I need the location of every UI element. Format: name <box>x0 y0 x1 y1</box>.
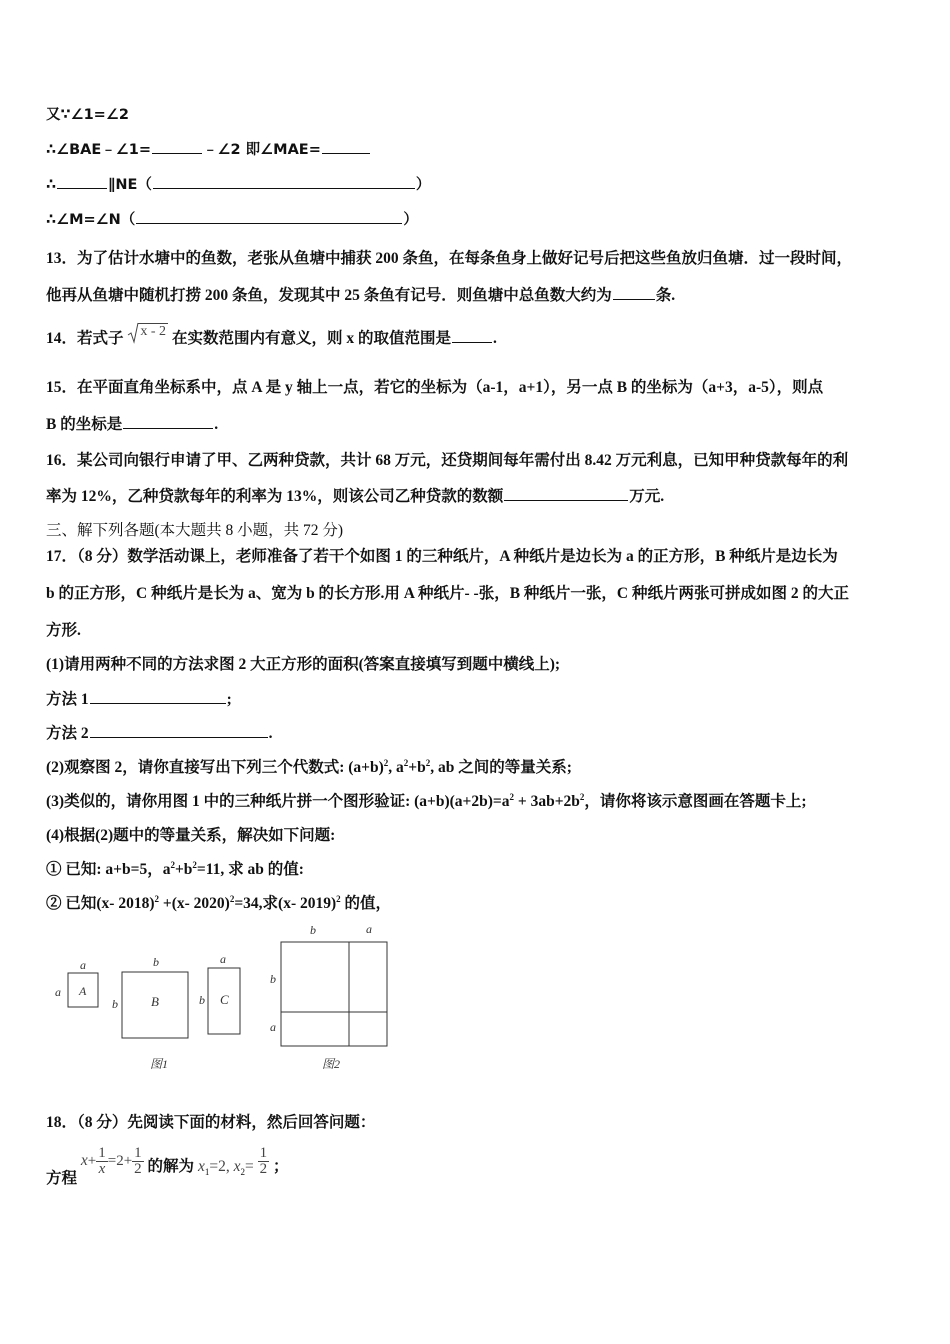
q16-line-1: 16．某公司向银行申请了甲、乙两种贷款，共计 68 万元，还贷期间每年需付出 8.42 万元利息，已知甲种贷款每年的利 <box>46 452 849 469</box>
q14-text: 在实数范围内有意义，则 x 的取值范围是 <box>171 330 451 347</box>
label-b: b <box>199 993 205 1007</box>
q17-part-2 <box>46 755 572 777</box>
exponent: 2 <box>579 792 585 802</box>
q17-text: +(x- 2020) <box>159 895 230 912</box>
proof-text: ） <box>403 212 418 228</box>
exponent: 2 <box>154 894 159 904</box>
q14-line <box>46 326 497 348</box>
sqrt-expression <box>127 324 168 340</box>
q17-text: , ab 之间的等量关系; <box>430 759 572 776</box>
numerator: 1 <box>98 1145 106 1161</box>
answer-blank[interactable] <box>57 187 107 189</box>
q15-line-2 <box>46 412 218 434</box>
label-a: a <box>366 922 372 936</box>
exponent: 2 <box>192 860 197 870</box>
proof-text: ∴∠BAE﹣∠1= <box>46 142 152 158</box>
q17-line-2: b 的正方形，C 种纸片是长为 a、宽为 b 的长方形.用 A 种纸片- -张，B 种纸片一张，C 种纸片两张可拼成如图 2 的大正 <box>46 585 850 602</box>
q15-text: B 的坐标是 <box>46 416 123 433</box>
caption-figure-1: 图1 <box>150 1057 169 1071</box>
label-b: b <box>310 923 316 937</box>
q17-figure <box>46 918 406 1078</box>
answer-blank[interactable] <box>152 152 202 154</box>
radicand: x - 2 <box>140 324 167 339</box>
label-a: a <box>270 1020 276 1034</box>
q18-text: ； <box>272 1158 289 1176</box>
var-x: x <box>80 1152 88 1170</box>
proof-text: 又∵∠1=∠2 <box>46 107 129 123</box>
label-b: b <box>153 955 159 969</box>
q17-part-3 <box>46 789 807 811</box>
proof-text: ∴ <box>46 177 57 193</box>
label-a: a <box>220 952 226 966</box>
proof-text: ∥NE（ <box>108 177 152 193</box>
exponent: 2 <box>383 758 389 768</box>
q17-method-2 <box>46 721 273 743</box>
q17-text: 的值， <box>340 895 392 912</box>
label-a: a <box>55 985 61 999</box>
method-end: ; <box>226 691 232 708</box>
answer-blank[interactable] <box>90 736 268 738</box>
q13-line-2 <box>46 283 675 305</box>
label-b: b <box>270 972 276 986</box>
q15-text: . <box>214 416 219 433</box>
label-C: C <box>220 992 229 1007</box>
label-a: a <box>80 958 86 972</box>
subscript: 1 <box>204 1167 210 1178</box>
caption-figure-2: 图2 <box>322 1057 341 1071</box>
answer-blank[interactable] <box>136 222 402 224</box>
solution <box>197 1158 258 1178</box>
q17-text: (3)类似的，请你用图 1 中的三种纸片拼一个图形验证: (a+b)(a+2b)=a <box>46 793 510 810</box>
q17-text: ② 已知(x- 2018) <box>46 895 155 912</box>
q17-text: ① 已知: a+b=5，a <box>46 861 171 878</box>
q17-text: +b <box>174 861 193 878</box>
method-end: . <box>268 725 273 742</box>
q17-text: +b <box>408 759 426 776</box>
exponent: 2 <box>425 758 431 768</box>
exponent: 2 <box>336 894 341 904</box>
answer-blank[interactable] <box>90 702 226 704</box>
answer-blank[interactable] <box>322 152 370 154</box>
q16-line-2 <box>46 484 664 506</box>
proof-text: ﹣∠2 即∠MAE= <box>203 142 321 158</box>
equals-2-plus: =2+ <box>107 1153 133 1169</box>
proof-line-2 <box>46 138 371 159</box>
q17-part-1: (1)请用两种不同的方法求图 2 大正方形的面积(答案直接填写到题中横线上); <box>46 656 561 673</box>
q14-text: . <box>492 330 497 347</box>
proof-text: ） <box>415 177 431 193</box>
numerator: 1 <box>259 1145 268 1161</box>
q13-line-1: 13．为了估计水塘中的鱼数，老张从鱼塘中捕获 200 条鱼，在每条鱼身上做好记号后把这些鱼放归鱼塘．过一段时间， <box>46 250 853 267</box>
label-b: b <box>112 997 118 1011</box>
q17-text: =34,求(x- 2019) <box>234 895 337 912</box>
exponent: 2 <box>229 894 235 904</box>
denominator: 2 <box>134 1161 142 1177</box>
fraction-1-over-2 <box>258 1146 270 1177</box>
method-label: 方法 1 <box>46 691 89 708</box>
value-1: =2, <box>209 1158 230 1176</box>
q17-text: , a <box>388 759 404 776</box>
radical-sign-icon <box>127 322 139 344</box>
plus-sign: + <box>87 1153 97 1169</box>
var-x2: x <box>233 1158 241 1176</box>
fraction-1-over-x <box>96 1146 108 1177</box>
q18-equation-line <box>46 1142 288 1186</box>
big-square <box>281 942 387 1046</box>
exponent: 2 <box>170 860 175 870</box>
q13-text: 他再从鱼塘中随机打捞 200 条鱼，发现其中 25 条鱼有记号．则鱼塘中总鱼数大约为 <box>46 287 612 304</box>
q17-case-2 <box>46 891 391 913</box>
q17-method-1 <box>46 687 232 709</box>
q17-case-1 <box>46 857 304 879</box>
q13-text: 条. <box>655 287 676 304</box>
section-heading: 三、解下列各题(本大题共 8 小题，共 72 分) <box>46 522 344 539</box>
denominator: x <box>96 1161 108 1177</box>
proof-text: ∴∠M=∠N（ <box>46 212 136 228</box>
q15-line-1: 15．在平面直角坐标系中，点 A 是 y 轴上一点，若它的坐标为（a-1，a+1），另一点 B 的坐标为（a+3，a-5），则点 <box>46 379 824 396</box>
equation <box>81 1146 144 1177</box>
proof-line-3 <box>46 173 430 194</box>
q17-part-4: (4)根据(2)题中的等量关系，解决如下问题: <box>46 827 336 844</box>
method-label: 方法 2 <box>46 725 89 742</box>
proof-line-4 <box>46 208 418 229</box>
q17-line-1: 17．（8 分）数学活动课上，老师准备了若干个如图 1 的三种纸片，A 种纸片是边长为 a 的正方形，B 种纸片是边长为 <box>46 548 838 565</box>
q17-text: ，请你将该示意图画在答题卡上; <box>584 793 807 810</box>
exponent: 2 <box>403 758 409 768</box>
denominator: 2 <box>259 1161 268 1177</box>
q16-text: 万元. <box>629 488 665 505</box>
equals: = <box>244 1158 254 1176</box>
answer-blank[interactable] <box>504 499 628 501</box>
numerator: 1 <box>134 1145 142 1161</box>
q18-text: 的解为 <box>147 1158 195 1176</box>
fraction-1-over-2 <box>132 1146 144 1177</box>
label-A: A <box>79 984 87 998</box>
label-B: B <box>151 994 159 1009</box>
q17-text: + 3ab+2b <box>514 793 580 810</box>
q16-text: 率为 12%，乙种贷款每年的利率为 13%，则该公司乙种贷款的数额 <box>46 488 504 505</box>
q18-text: 方程 <box>46 1170 78 1188</box>
answer-blank[interactable] <box>613 298 655 300</box>
subscript: 2 <box>240 1167 245 1178</box>
var-x1: x <box>197 1158 205 1176</box>
q14-text: 14．若式子 <box>46 330 124 347</box>
q18-line-1: 18．（8 分）先阅读下面的材料，然后回答问题： <box>46 1114 376 1131</box>
answer-blank[interactable] <box>452 341 492 343</box>
answer-blank[interactable] <box>153 187 415 189</box>
q17-line-3: 方形. <box>46 622 81 639</box>
exponent: 2 <box>509 792 514 802</box>
answer-blank[interactable] <box>123 427 213 429</box>
q17-text: =11, 求 ab 的值: <box>196 861 304 878</box>
q17-text: (2)观察图 2，请你直接写出下列三个代数式: (a+b) <box>46 759 384 776</box>
proof-line-1 <box>46 103 129 124</box>
